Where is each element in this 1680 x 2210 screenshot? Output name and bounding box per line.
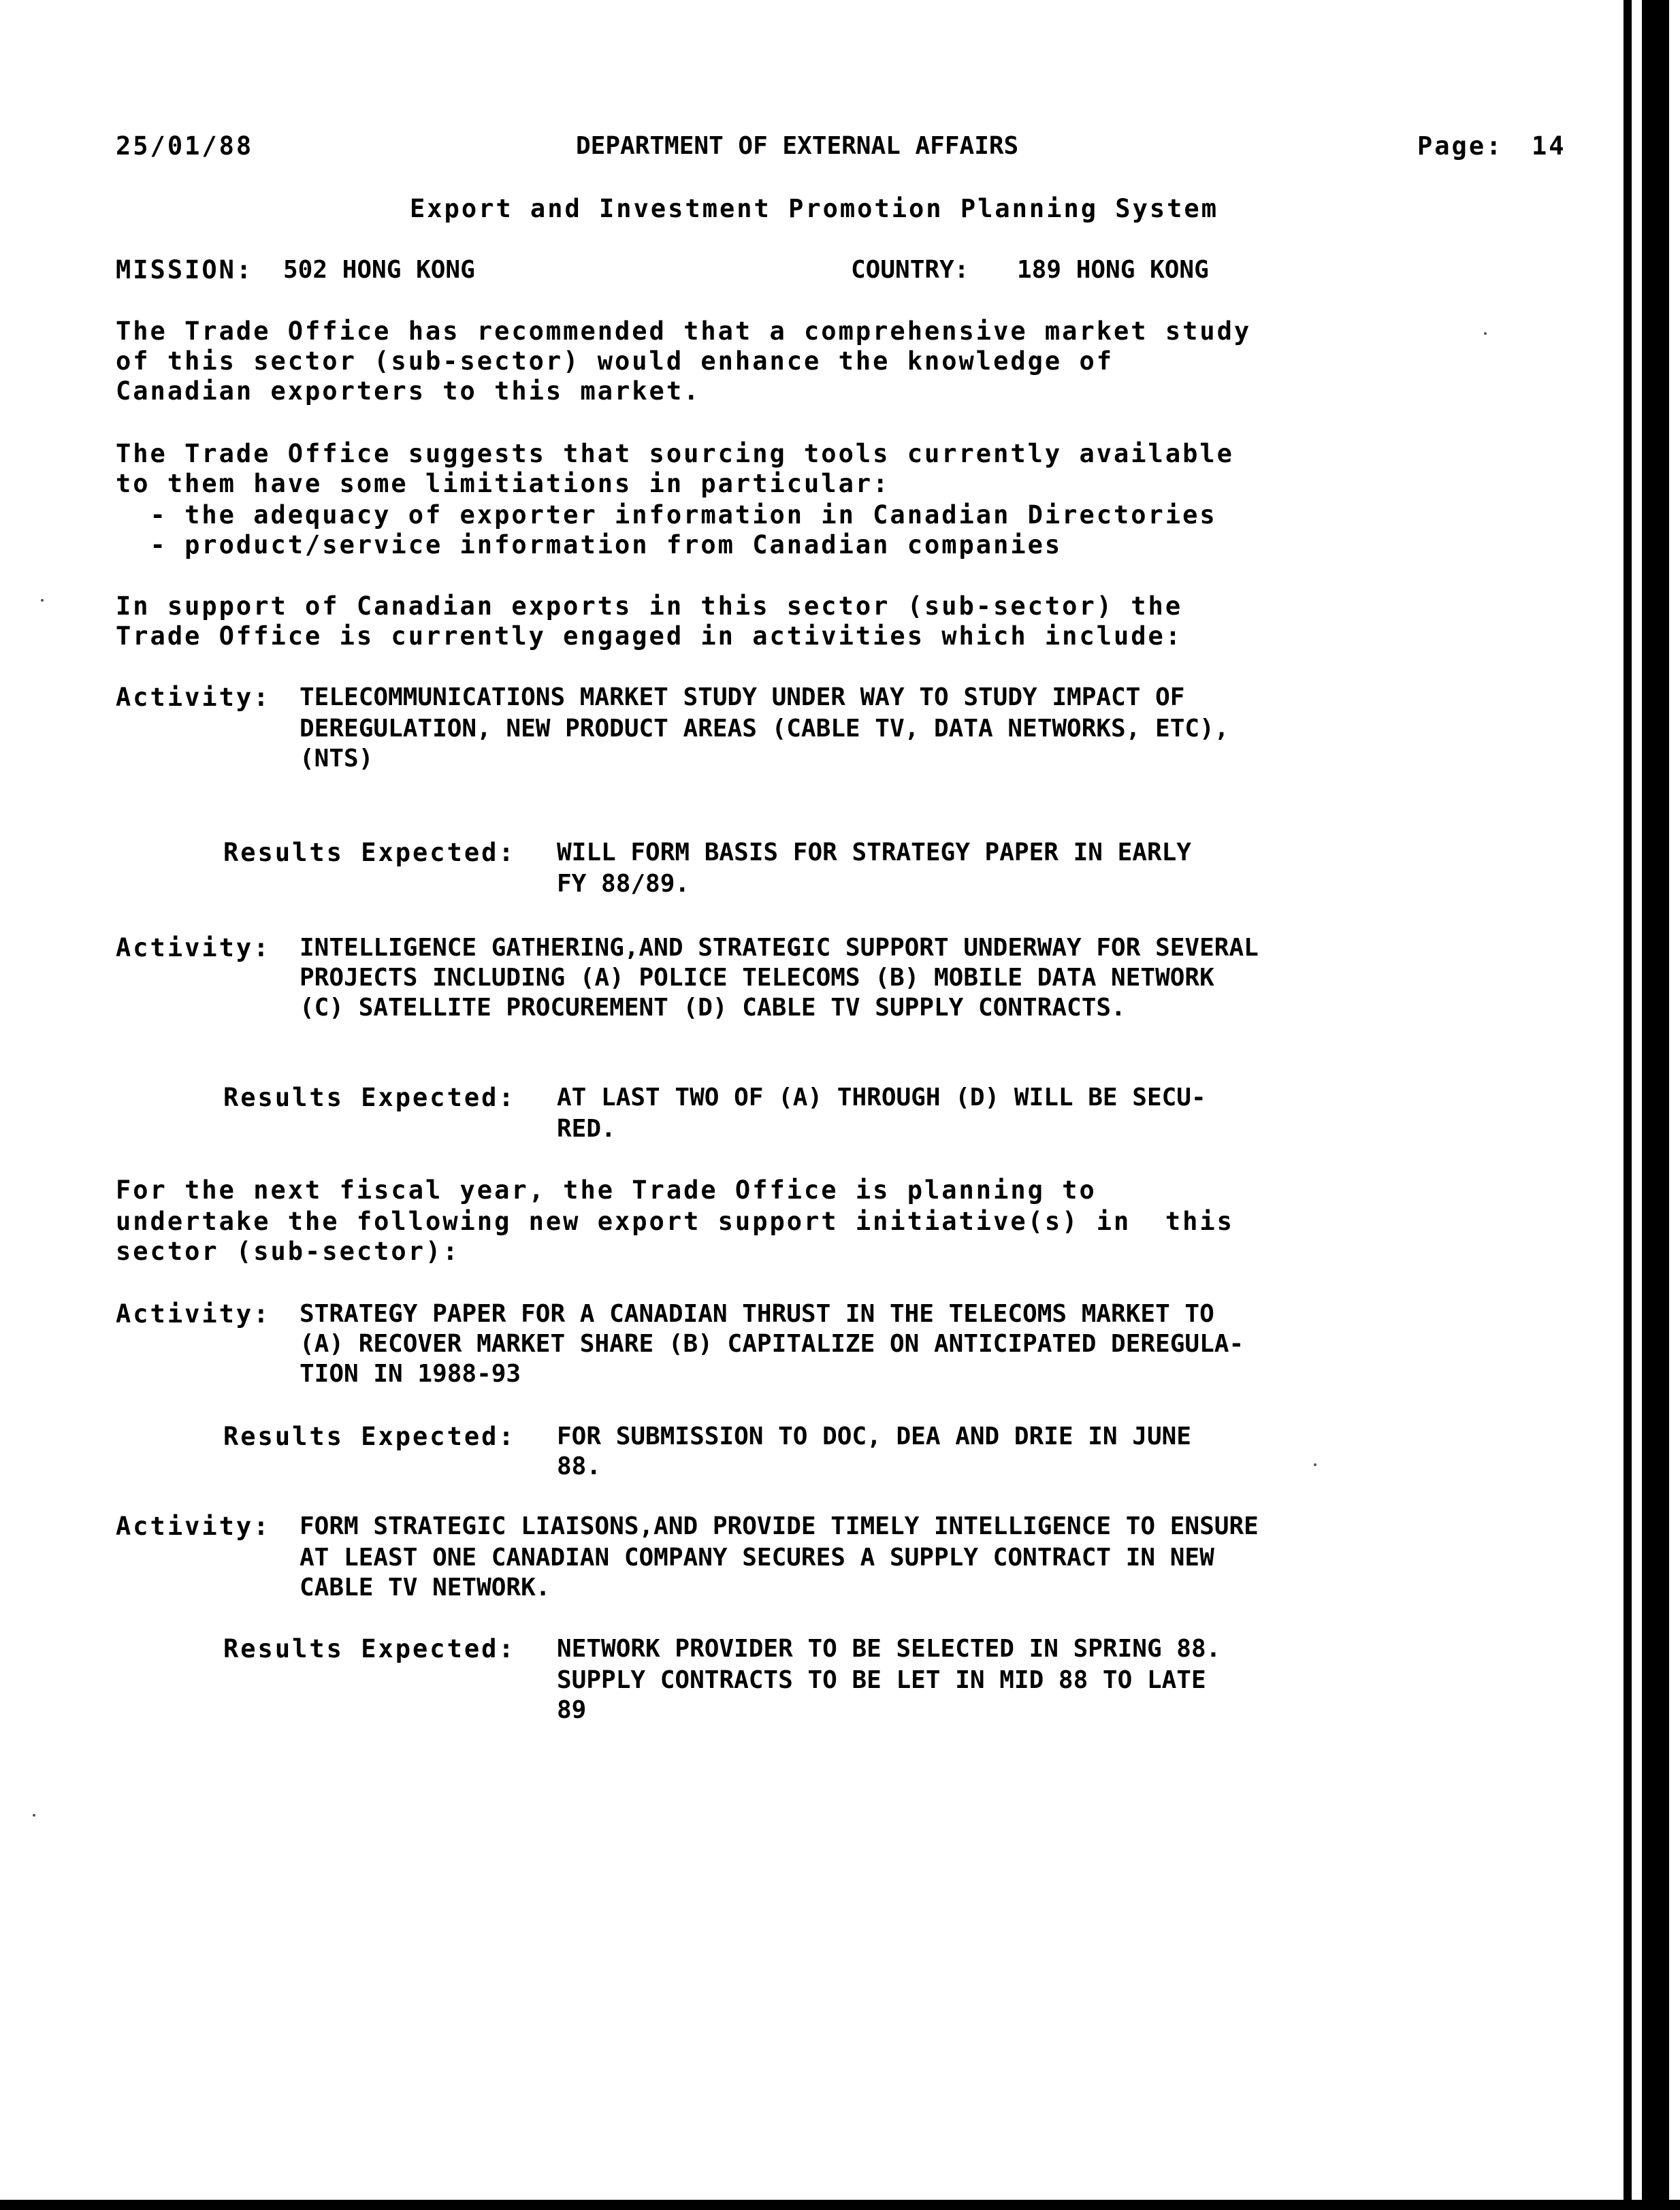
activity-text: (C) SATELLITE PROCUREMENT (D) CABLE TV SUPPLY CONTRACTS. [300,994,1126,1022]
results-text: WILL FORM BASIS FOR STRATEGY PAPER IN EARLY [557,839,1191,866]
results-label: Results Expected: [223,1634,516,1663]
results-text: RED. [557,1115,616,1143]
scan-speck [33,1814,35,1817]
activity-text: (NTS) [300,745,374,773]
scan-edge-bottom [0,2200,1680,2210]
results-text: FY 88/89. [557,870,690,898]
results-text: 88. [557,1452,602,1480]
scan-speck [1314,1463,1316,1466]
results-label: Results Expected: [223,838,516,867]
paragraph-line: The Trade Office has recommended that a comprehensive market study [116,316,1252,346]
header-page-label: Page: [1417,131,1504,161]
paragraph-line: For the next fiscal year, the Trade Office is planning to [116,1175,1097,1205]
paragraph-line: to them have some limitiations in particular: [116,469,890,498]
activity-text: INTELLIGENCE GATHERING,AND STRATEGIC SUPPORT UNDERWAY FOR SEVERAL [300,934,1259,962]
results-label: Results Expected: [223,1422,516,1451]
activity-text: (A) RECOVER MARKET SHARE (B) CAPITALIZE ON ANTICIPATED DEREGULA- [300,1330,1244,1358]
paragraph-line: Canadian exporters to this market. [116,376,701,406]
results-text: AT LAST TWO OF (A) THROUGH (D) WILL BE SECU- [557,1084,1206,1111]
activity-label: Activity: [116,933,271,962]
country-value: 189 HONG KONG [1017,256,1209,284]
paragraph-line: of this sector (sub-sector) would enhance the knowledge of [116,346,1114,376]
results-text: SUPPLY CONTRACTS TO BE LET IN MID 88 TO LATE [557,1666,1206,1694]
country-label: COUNTRY: [851,256,969,284]
scan-speck [41,599,44,602]
activity-text: PROJECTS INCLUDING (A) POLICE TELECOMS (B) MOBILE DATA NETWORK [300,964,1214,992]
activity-text: CABLE TV NETWORK. [300,1574,551,1602]
paragraph-line: The Trade Office suggests that sourcing tools currently available [116,439,1234,468]
bullet-line: - the adequacy of exporter information in Canadian Directories [116,500,1217,530]
scan-speck [1484,332,1487,335]
activity-label: Activity: [116,683,271,712]
results-text: 89 [557,1696,587,1724]
paragraph-line: In support of Canadian exports in this sector (sub-sector) the [116,591,1183,621]
activity-text: AT LEAST ONE CANADIAN COMPANY SECURES A SUPPLY CONTRACT IN NEW [300,1544,1214,1572]
paragraph-line: Trade Office is currently engaged in activities which include: [116,621,1183,651]
paragraph-line: sector (sub-sector): [116,1237,460,1266]
activity-label: Activity: [116,1299,271,1329]
activity-text: STRATEGY PAPER FOR A CANADIAN THRUST IN THE TELECOMS MARKET TO [300,1300,1214,1328]
bullet-line: - product/service information from Canadian companies [116,530,1063,559]
scan-edge-right-binding [1642,0,1669,2210]
activity-label: Activity: [116,1512,271,1541]
system-title: Export and Investment Promotion Planning System [410,194,1218,223]
activity-text: TELECOMMUNICATIONS MARKET STUDY UNDER WAY TO STUDY IMPACT OF [300,683,1185,711]
results-text: NETWORK PROVIDER TO BE SELECTED IN SPRING 88. [557,1635,1221,1663]
activity-text: FORM STRATEGIC LIAISONS,AND PROVIDE TIMELY INTELLIGENCE TO ENSURE [300,1512,1259,1540]
mission-label: MISSION: [116,255,254,285]
results-label: Results Expected: [223,1083,516,1112]
header-page-number: 14 [1532,131,1566,161]
activity-text: TION IN 1988-93 [300,1360,521,1388]
scan-edge-right [1624,0,1632,2210]
header-department: DEPARTMENT OF EXTERNAL AFFAIRS [576,132,1019,160]
header-date: 25/01/88 [116,131,254,161]
mission-value: 502 HONG KONG [283,256,475,284]
activity-text: DEREGULATION, NEW PRODUCT AREAS (CABLE TV, DATA NETWORKS, ETC), [300,715,1229,743]
results-text: FOR SUBMISSION TO DOC, DEA AND DRIE IN JUNE [557,1423,1191,1450]
paragraph-line: undertake the following new export support initiative(s) in this [116,1207,1234,1236]
